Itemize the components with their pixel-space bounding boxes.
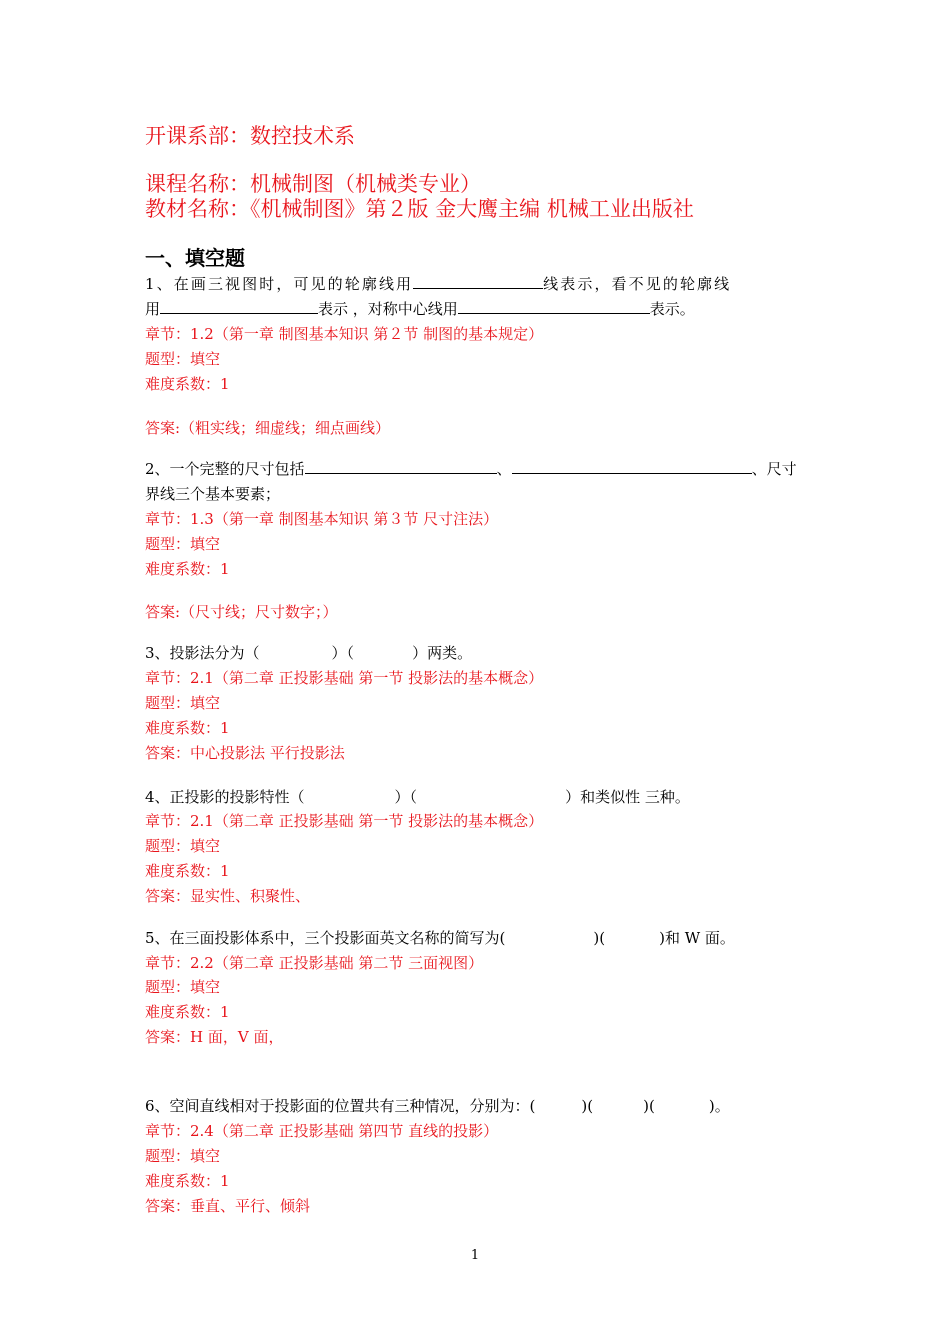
q4-chapter: 章节：2.1（第二章 正投影基础 第一节 投影法的基本概念） xyxy=(145,812,544,830)
q2-answer: 答案:（尺寸线；尺寸数字；） xyxy=(145,603,338,621)
q2-text-a: 2、一个完整的尺寸包括 xyxy=(145,460,305,478)
q6-line xyxy=(145,1096,730,1116)
course-name-line: 课程名称：机械制图（机械类专业） xyxy=(145,172,481,196)
q1-text-d: 表示 ，对称中心线用 xyxy=(318,300,458,318)
q3-text-c: ）两类。 xyxy=(412,644,473,662)
q4-text-b: ）（ xyxy=(394,788,418,806)
q1-line-1 xyxy=(145,274,731,294)
q5-text-a: 5、在三面投影体系中，三个投影面英文名称的简写为( xyxy=(145,929,506,947)
q3-answer: 答案：中心投影法 平行投影法 xyxy=(145,744,345,762)
q4-type: 题型：填空 xyxy=(145,837,221,855)
q1-blank-2 xyxy=(160,299,318,314)
q6-type: 题型：填空 xyxy=(145,1147,221,1165)
q1-answer: 答案:（粗实线；细虚线；细点画线） xyxy=(145,419,391,437)
q6-difficulty: 难度系数：1 xyxy=(145,1172,230,1190)
q6-text-d: )。 xyxy=(708,1097,730,1115)
q1-text-a: 1、在画三视图时，可见的轮廓线用 xyxy=(145,275,414,293)
q4-text-c: ）和类似性 三种。 xyxy=(565,788,690,806)
q5-line xyxy=(145,928,735,948)
q4-difficulty: 难度系数：1 xyxy=(145,862,230,880)
q5-text-c: )和 W 面。 xyxy=(659,929,735,947)
q1-text-e: 表示。 xyxy=(649,300,695,318)
q6-answer: 答案：垂直、平行、倾斜 xyxy=(145,1197,311,1215)
q1-type: 题型：填空 xyxy=(145,350,221,368)
q1-text-c: 用 xyxy=(145,300,161,318)
q6-text-c: )( xyxy=(643,1097,655,1115)
q5-difficulty: 难度系数：1 xyxy=(145,1003,230,1021)
q1-blank-3 xyxy=(458,299,650,314)
q2-difficulty: 难度系数：1 xyxy=(145,560,230,578)
q4-text-a: 4、正投影的投影特性（ xyxy=(145,788,305,806)
q2-text-b: 、 xyxy=(496,460,512,478)
q3-text-b: ）（ xyxy=(331,644,355,662)
q5-text-b: )( xyxy=(593,929,606,947)
q2-blank-2 xyxy=(512,459,752,474)
textbook-line: 教材名称：《机械制图》第２版 金大鹰主编 机械工业出版社 xyxy=(145,197,694,221)
q3-chapter: 章节：2.1（第二章 正投影基础 第一节 投影法的基本概念） xyxy=(145,669,544,687)
q1-line-2 xyxy=(145,299,695,319)
q5-chapter: 章节：2.2（第二章 正投影基础 第二节 三面视图） xyxy=(145,954,484,972)
q6-text-b: )( xyxy=(581,1097,594,1115)
q1-chapter: 章节：1.2（第一章 制图基本知识 第２节 制图的基本规定） xyxy=(145,325,544,343)
q2-blank-1 xyxy=(305,459,497,474)
q3-text-a: 3、投影法分为（ xyxy=(145,644,260,662)
q1-text-b: 线表示，看不见的轮廓线 xyxy=(543,275,732,293)
q2-chapter: 章节：1.3（第一章 制图基本知识 第３节 尺寸注法） xyxy=(145,510,499,528)
q2-line-2: 界线三个基本要素； xyxy=(145,485,281,503)
q1-difficulty: 难度系数：1 xyxy=(145,375,230,393)
q2-type: 题型：填空 xyxy=(145,535,221,553)
q5-answer: 答案：H 面，V 面， xyxy=(145,1028,284,1046)
department-line: 开课系部：数控技术系 xyxy=(145,124,355,148)
q4-answer: 答案：显实性、积聚性、 xyxy=(145,887,311,905)
section-title: 一、填空题 xyxy=(145,246,245,270)
q2-line-1 xyxy=(145,459,797,479)
q6-text-a: 6、空间直线相对于投影面的位置共有三种情况，分别为：( xyxy=(145,1097,536,1115)
q3-type: 题型：填空 xyxy=(145,694,221,712)
q3-line xyxy=(145,643,472,663)
q4-line xyxy=(145,787,690,807)
q6-chapter: 章节：2.4（第二章 正投影基础 第四节 直线的投影） xyxy=(145,1122,499,1140)
q3-difficulty: 难度系数：1 xyxy=(145,719,230,737)
q5-type: 题型：填空 xyxy=(145,978,221,996)
q2-text-c: 、尺寸 xyxy=(751,460,797,478)
page-number: 1 xyxy=(470,1248,480,1263)
q1-blank-1 xyxy=(413,274,543,289)
